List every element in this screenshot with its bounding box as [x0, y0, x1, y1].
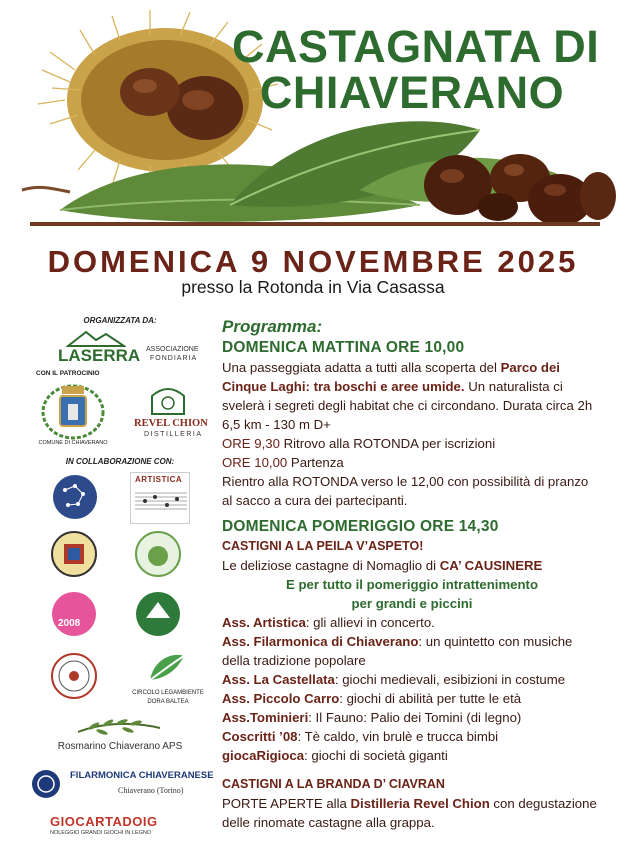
header-divider: [30, 222, 600, 226]
entertainment-line1: E per tutto il pomeriggio intrattenimento: [285, 577, 539, 592]
afternoon-chestnuts: [222, 556, 602, 575]
comune-crest: [38, 380, 108, 450]
laserra-logo: [58, 328, 208, 370]
revel-name: REVEL CHION: [134, 418, 208, 429]
activity-piccolo-carro: [222, 689, 602, 708]
morning-desc-rest: Un naturalista ci svelerà i segreti degli habitat che ci circondano. Durata circa 2h 6,5 km - 130 m D+: [222, 379, 593, 432]
activity-desc: : Tè caldo, vin brulè e trucca bimbi: [297, 729, 499, 744]
giocarte-name: GIOCARTADOIG: [50, 814, 158, 829]
open-doors: PORTE APERTE alla: [222, 796, 351, 811]
activity-desc: : giochi medievali, esibizioni in costume: [334, 672, 566, 687]
sponsors-column: [30, 314, 214, 844]
legambiente-line1: CIRCOLO LEGAMBIENTE: [132, 690, 204, 696]
activity-desc: : gli allievi in concerto.: [305, 615, 435, 630]
branda-heading: CASTIGNI A LA BRANDA D’ CIAVRAN: [222, 777, 445, 791]
legambiente-logo: [126, 650, 210, 712]
title-line-2: CHIAVERANO: [259, 67, 565, 118]
header: [0, 0, 626, 230]
chestnuts-text: Le deliziose castagne di Nomaglio di: [222, 558, 440, 573]
activity-filarmonica: [222, 632, 602, 670]
activity-castellata: [222, 670, 602, 689]
filarmonica-sub: Chiaverano (Torino): [118, 786, 184, 795]
artistica-logo: [130, 472, 190, 524]
morning-description: [222, 358, 602, 434]
giocarte-sub: NOLEGGIO GRANDI GIOCHI IN LEGNO: [50, 830, 152, 836]
branda-text: [222, 794, 602, 832]
ca-causinere: CA’ CAUSINERE: [439, 558, 543, 573]
activity-desc: : un quintetto con musiche della tradizione popolare: [222, 634, 573, 668]
rosmarino-name: Rosmarino Chiaverano APS: [57, 741, 183, 752]
event-date: DOMENICA 9 NOVEMBRE 2025: [47, 244, 579, 279]
activity-name: Coscritti ’08: [222, 729, 298, 744]
morning-desc-text: Una passeggiata adatta a tutti alla scoperta del: [222, 360, 501, 375]
activity-name: Ass.Tominieri: [222, 710, 309, 725]
program-column: [222, 316, 602, 832]
meet-text: Ritrovo alla ROTONDA per iscrizioni: [279, 436, 496, 451]
activity-name: Ass. Artistica: [222, 615, 306, 630]
activity-name: Ass. La Castellata: [222, 672, 335, 687]
park-name: Parco dei Cinque Laghi: tra boschi e aree umide.: [222, 360, 560, 394]
castellata-logo: [50, 530, 98, 578]
laserra-name: LASERRA: [58, 346, 141, 365]
revel-chion-logo: [130, 386, 210, 446]
program-heading: Programma:: [222, 317, 323, 336]
activity-desc: : Il Fauno: Palio dei Tomini (di legno): [308, 710, 522, 725]
revel-sub: DISTILLERIA: [144, 431, 203, 438]
activity-desc: : giochi di abilità per tutte le età: [339, 691, 522, 706]
organized-by-label: ORGANIZZATA DA:: [83, 316, 157, 325]
afternoon-heading: DOMENICA POMERIGGIO ORE 14,30: [222, 518, 499, 535]
activity-desc: : giochi di società giganti: [304, 748, 448, 763]
page-title: [232, 21, 600, 118]
filarmonica-name: FILARMONICA CHIAVERANESE: [70, 770, 214, 781]
collab-label: IN COLLABORAZIONE CON:: [65, 457, 175, 466]
artistica-name: ARTISTICA: [135, 475, 183, 484]
activity-name: Ass. Filarmonica di Chiaverano: [222, 634, 419, 649]
afternoon-subtitle: CASTIGNI A LA PEILA V’ASPETO!: [222, 539, 424, 553]
alpini-logo: [134, 590, 182, 638]
activity-coscritti: [222, 727, 602, 746]
piccolo-carro-logo: [50, 652, 98, 700]
activity-artistica: [222, 613, 602, 632]
meet-time: ORE 9,30: [222, 436, 280, 451]
laserra-sub2: FONDIARIA: [150, 355, 198, 362]
morning-heading: DOMENICA MATTINA ORE 10,00: [222, 339, 465, 356]
parrocchia-logo: [134, 530, 182, 578]
activity-name: giocaRigioca: [222, 748, 305, 763]
tasting-text: con degustazione delle rinomate castagne alla grappa.: [222, 796, 597, 830]
distillery-name: Distilleria Revel Chion: [350, 796, 490, 811]
morning-start: [222, 453, 602, 472]
activity-name: Ass. Piccolo Carro: [222, 691, 340, 706]
activity-tominieri: [222, 708, 602, 727]
title-line-1: CASTAGNATA DI: [232, 21, 600, 72]
rosmarino-logo: [30, 714, 210, 758]
giocarte-logo: [50, 814, 200, 844]
coscritti-year: 2008: [58, 618, 81, 629]
morning-return: Rientro alla ROTONDA verso le 12,00 con possibilità di pranzo al sacco a cura dei partecipanti.: [222, 474, 589, 508]
patronage-label: CON IL PATROCINIO: [36, 370, 100, 377]
morning-meet: [222, 434, 602, 453]
start-text: Partenza: [287, 455, 344, 470]
comune-label: COMUNE DI CHIAVERANO: [38, 440, 108, 446]
stars-logo: [50, 472, 100, 522]
laserra-sub1: ASSOCIAZIONE: [146, 346, 199, 353]
coscritti-logo: [50, 590, 98, 638]
legambiente-line2: DORA BALTEA: [147, 699, 189, 705]
event-place: presso la Rotonda in Via Casassa: [181, 277, 445, 297]
entertainment-line2: per grandi e piccini: [351, 596, 473, 611]
filarmonica-logo: [30, 766, 214, 806]
activity-giocarigioca: [222, 746, 602, 765]
start-time: ORE 10,00: [222, 455, 288, 470]
